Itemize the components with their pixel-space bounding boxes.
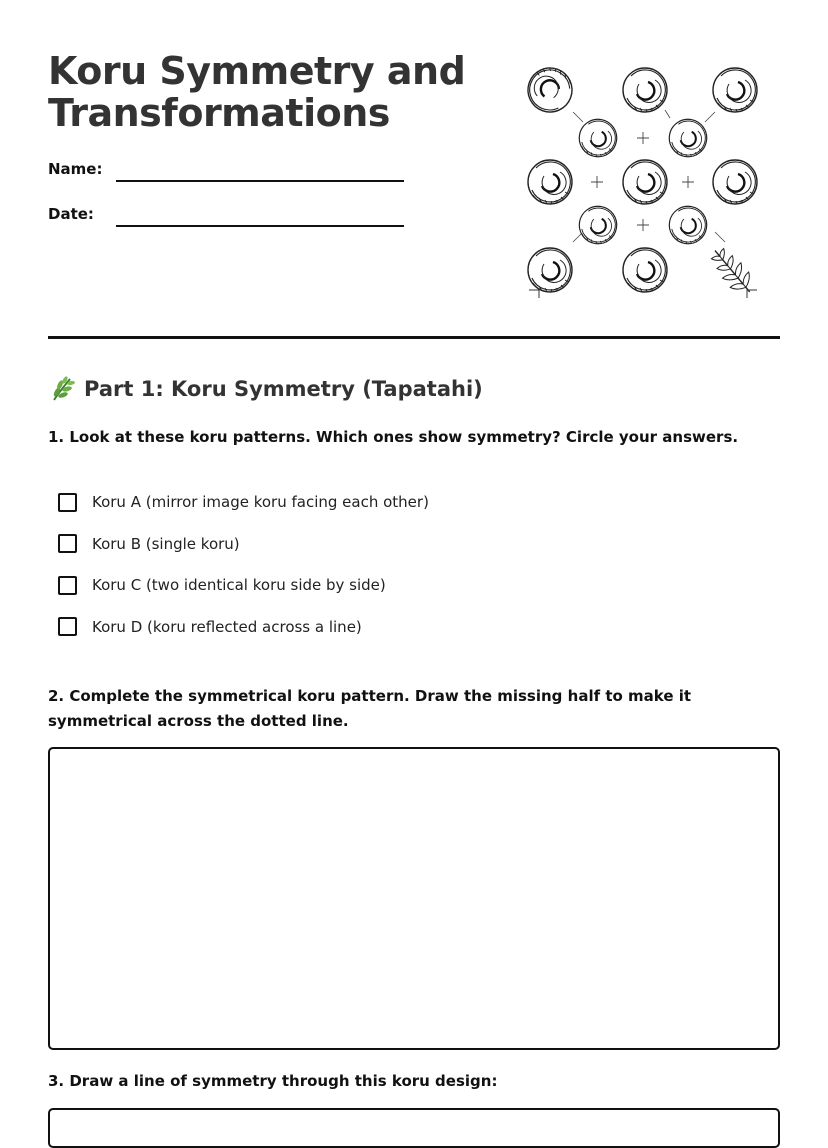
koru-spiral-3 [713,68,757,112]
question-1-text: 1. Look at these koru patterns. Which ones show symmetry? Circle your answers. [48,428,739,446]
fern-leaf-icon [48,375,76,403]
option-checkbox[interactable] [58,576,77,595]
koru-symmetry-pattern-illustration [525,60,765,300]
koru-spiral-4 [576,116,619,159]
worksheet-page [48,0,780,1118]
koru-spiral-10 [666,203,709,246]
koru-option-3[interactable] [58,573,429,597]
date-label: Date: [48,205,94,223]
date-input-line[interactable] [116,225,404,227]
question-3-drawing-area[interactable] [48,1108,780,1148]
worksheet-title: Koru Symmetry and Transformations [48,49,466,135]
fern-sprig-decoration [706,243,759,300]
name-label: Name: [48,160,103,178]
koru-option-4[interactable] [58,615,429,639]
option-checkbox[interactable] [58,617,77,636]
koru-spiral-7 [623,160,667,204]
koru-spiral-5 [666,116,709,159]
option-label: Koru D (koru reflected across a line) [92,617,362,636]
koru-spiral-6 [528,160,572,204]
koru-spiral-2 [623,68,667,112]
name-field [48,158,404,188]
question-1-options [58,490,429,656]
koru-option-1[interactable] [58,490,429,514]
option-label: Koru A (mirror image koru facing each other) [92,493,429,511]
date-field [48,203,404,233]
koru-spiral-11 [528,248,572,292]
question-2-drawing-area[interactable] [48,747,780,1050]
option-label: Koru C (two identical koru side by side) [92,576,386,594]
koru-spiral-1 [525,62,578,118]
name-input-line[interactable] [116,180,404,182]
koru-spiral-8 [713,160,757,204]
option-checkbox[interactable] [58,534,77,553]
koru-spiral-12 [623,248,667,292]
option-checkbox[interactable] [58,493,77,512]
question-3-text: 3. Draw a line of symmetry through this koru design: [48,1072,498,1090]
koru-spiral-9 [576,203,619,246]
option-label: Koru B (single koru) [92,534,240,553]
section-divider [48,336,780,339]
part1-heading [48,372,483,406]
koru-option-2[interactable] [58,532,429,556]
part1-heading-text: Part 1: Koru Symmetry (Tapatahi) [84,377,483,401]
question-2-text: 2. Complete the symmetrical koru pattern. Draw the missing half to make it symmetrical across the dotted line. [48,687,692,730]
